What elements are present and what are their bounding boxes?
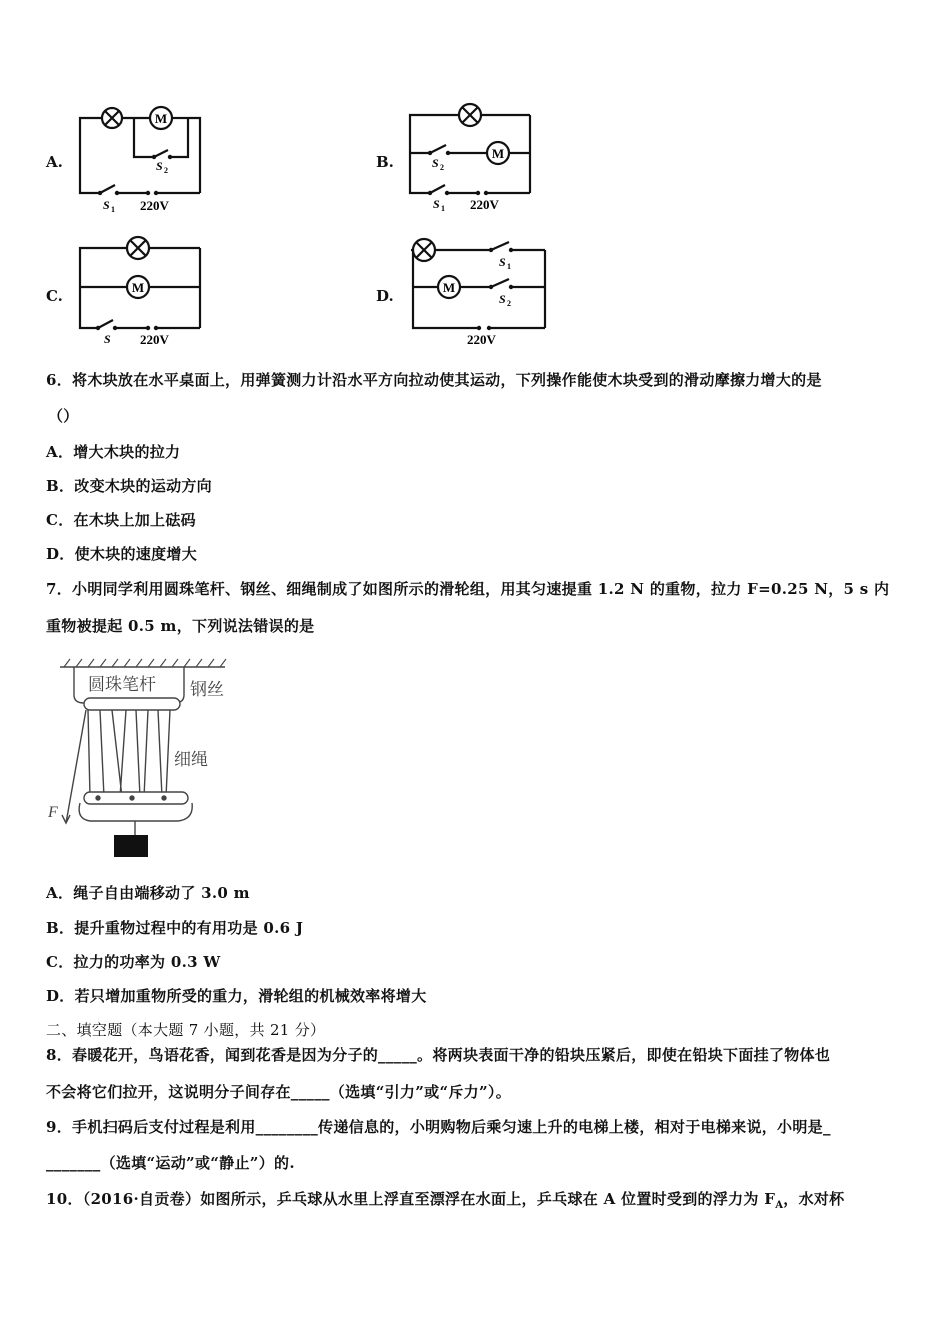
q7-option-c: C．拉力的功率为 0.3 W	[46, 953, 221, 971]
wire-label: 钢丝	[190, 680, 224, 700]
q9-line1: 9．手机扫码后支付过程是利用________传递信息的，小明购物后乘匀速上升的电梯上楼，相对于电梯来说，小明是_	[46, 1118, 831, 1136]
s1-label: S	[499, 255, 506, 269]
force-label: F	[48, 804, 58, 821]
motor-label: M	[154, 111, 168, 126]
q7-option-b: B．提升重物过程中的有用功是 0.6 J	[46, 919, 304, 937]
q10-line1-text: 10．（2016·自贡卷）如图所示，乒乓球从水里上浮直至漂浮在水面上，乒乓球在 A 位置时受到的浮力为 F	[46, 1190, 776, 1208]
s-label: S	[104, 332, 111, 346]
s2-label: S	[499, 292, 506, 306]
q6-option-c: C．在木块上加上砝码	[46, 511, 196, 529]
q7-stem-line2: 重物被提起 0.5 m，下列说法错误的是	[46, 617, 315, 635]
voltage-label: 220V	[140, 198, 169, 213]
circuit-d-label: D.	[376, 287, 394, 305]
s2-label: S	[432, 156, 439, 170]
q6-option-a: A．增大木块的拉力	[46, 443, 181, 461]
svg-text:M: M	[442, 280, 456, 295]
svg-text:1: 1	[507, 262, 511, 271]
circuit-c-diagram	[70, 230, 210, 350]
section-2-title: 二、填空题（本大题 7 小题，共 21 分）	[46, 1021, 326, 1039]
rope-label: 细绳	[174, 750, 208, 770]
svg-text:2: 2	[440, 163, 444, 172]
q7-stem-line1: 7．小明同学利用圆珠笔杆、钢丝、细绳制成了如图所示的滑轮组，用其匀速提重 1.2 N 的重物，拉力 F=0.25 N，5 s 内	[46, 580, 890, 598]
circuit-d-diagram	[405, 230, 555, 350]
svg-text:1: 1	[441, 204, 445, 213]
pulley-figure	[40, 655, 260, 860]
svg-text:M: M	[131, 280, 145, 295]
s1-label: S	[433, 197, 440, 211]
s1-label: S	[103, 198, 110, 212]
q6-stem-line1: 6．将木块放在水平桌面上，用弹簧测力计沿水平方向拉动使其运动，下列操作能使木块受到的滑动摩擦力增大的是	[46, 371, 822, 389]
circuit-b-label: B.	[376, 153, 394, 171]
q10-sub: A	[775, 1200, 784, 1211]
q6-option-d: D．使木块的速度增大	[46, 545, 198, 563]
q7-option-a: A．绳子自由端移动了 3.0 m	[46, 884, 250, 902]
voltage-label: 220V	[467, 332, 496, 347]
circuit-a-label: A.	[46, 153, 63, 171]
svg-text:M: M	[491, 146, 505, 161]
pen-label: 圆珠笔杆	[88, 675, 156, 695]
circuit-a-diagram	[70, 95, 210, 215]
q6-option-b: B．改变木块的运动方向	[46, 477, 212, 495]
weight-block	[114, 835, 148, 857]
circuit-b-diagram	[400, 95, 540, 215]
svg-text:2: 2	[507, 299, 511, 308]
voltage-label: 220V	[140, 332, 169, 347]
q7-option-d: D．若只增加重物所受的重力，滑轮组的机械效率将增大	[46, 987, 427, 1005]
circuit-c-label: C.	[46, 287, 63, 305]
q10-line1-tail: ，水对杯	[783, 1190, 845, 1208]
svg-text:1: 1	[111, 205, 115, 214]
q8-line1: 8．春暖花开，鸟语花香，闻到花香是因为分子的_____。将两块表面干净的铅块压紧后，即使在铅块下面挂了物体也	[46, 1046, 831, 1064]
s2-label: S	[156, 159, 163, 173]
q6-stem-line2: （）	[48, 407, 79, 425]
q10-line1	[46, 1188, 844, 1211]
q8-line2: 不会将它们拉开，这说明分子间存在_____（选填“引力”或“斥力”）。	[46, 1083, 512, 1101]
voltage-label: 220V	[470, 197, 499, 212]
q9-line2: _______（选填“运动”或“静止”）的.	[46, 1154, 295, 1172]
svg-text:2: 2	[164, 166, 168, 175]
